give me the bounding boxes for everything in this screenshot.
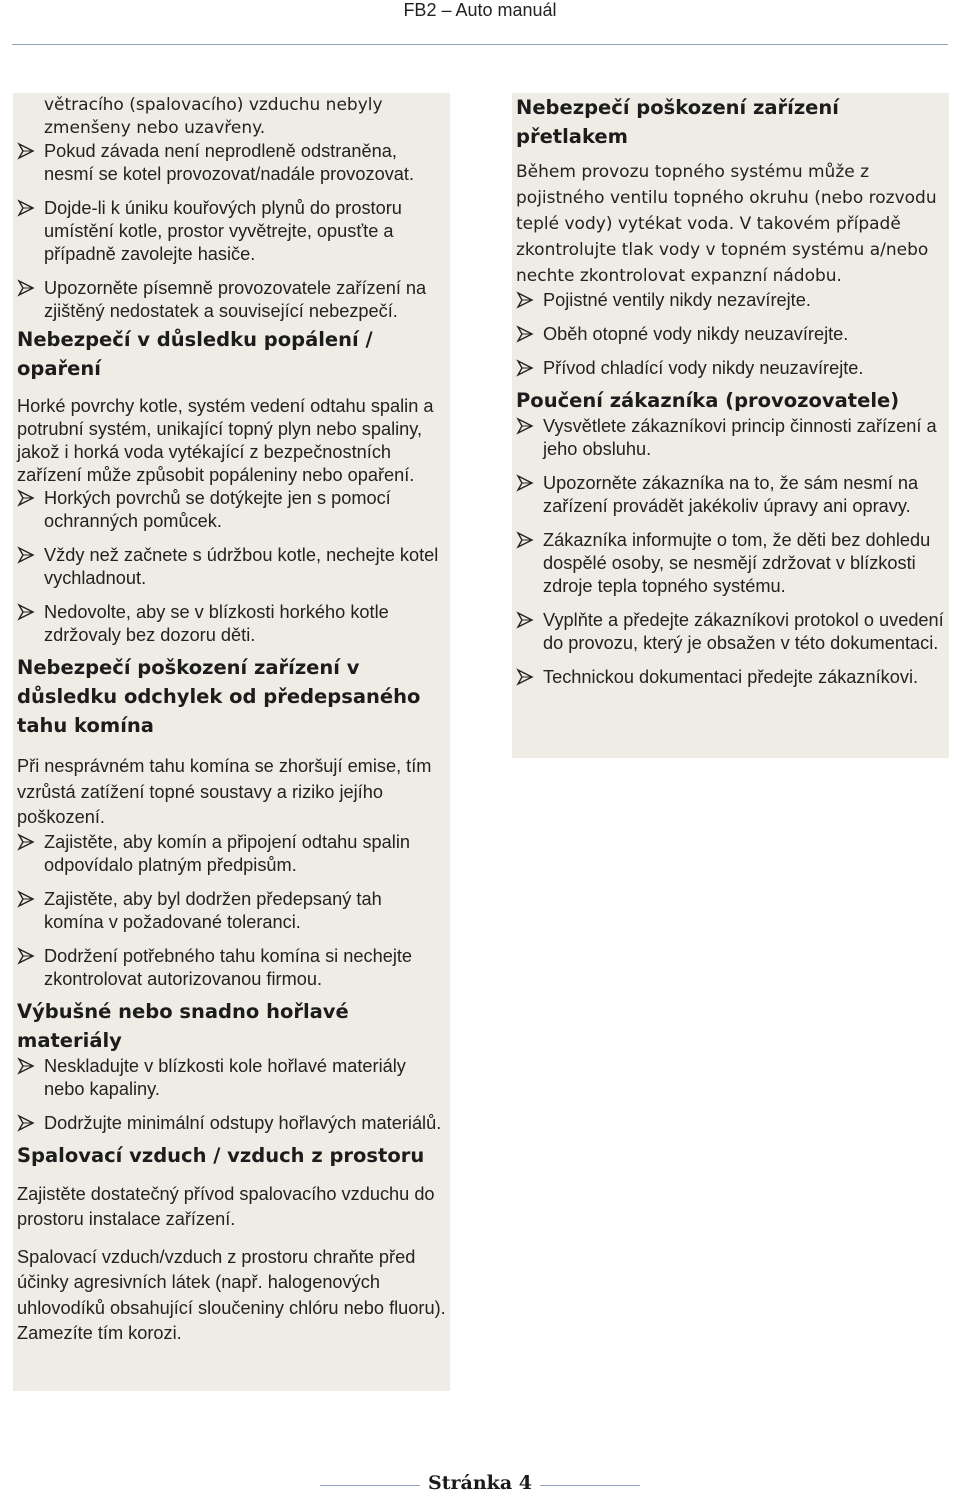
list-item	[17, 888, 446, 934]
list-item-text: Neskladujte v blízkosti kole hořlavé materiály nebo kapaliny.	[44, 1055, 406, 1099]
list-item-text: Zajistěte, aby komín a připojení odtahu spalin odpovídalo platným předpisům.	[44, 831, 410, 875]
arrow-bullet-icon	[516, 324, 534, 344]
arrow-bullet-icon	[17, 832, 35, 852]
list-item	[516, 472, 945, 518]
list-item	[17, 544, 446, 590]
list-item-text: Zajistěte, aby byl dodržen předepsaný tah komína v požadované toleranci.	[44, 888, 382, 932]
list-item	[17, 945, 446, 991]
arrow-bullet-icon	[17, 889, 35, 909]
list-item-text: Dodržujte minimální odstupy hořlavých materiálů.	[44, 1112, 442, 1133]
list-item-text: Dojde-li k úniku kouřových plynů do prostoru umístění kotle, prostor vyvětrejte, opusťte a případně zavolejte hasiče.	[44, 198, 402, 264]
list-item	[516, 609, 945, 655]
list-item	[516, 289, 945, 312]
pressure-bullets	[516, 289, 945, 380]
header-divider	[12, 44, 948, 45]
arrow-bullet-icon	[17, 488, 35, 508]
arrow-bullet-icon	[17, 141, 35, 161]
list-item	[17, 1112, 446, 1135]
list-item	[516, 323, 945, 346]
list-item	[17, 140, 446, 186]
arrow-bullet-icon	[17, 278, 35, 298]
list-item-text: Vysvětlete zákazníkovi princip činnosti zařízení a jeho obsluhu.	[543, 416, 937, 459]
section-title-pressure: Nebezpečí poškození zařízení přetlakem	[516, 96, 839, 148]
list-item-text: Horkých povrchů se dotýkejte jen s pomocí ochranných pomůcek.	[44, 488, 391, 531]
list-item-text: Oběh otopné vody nikdy neuzavírejte.	[543, 324, 849, 344]
arrow-bullet-icon	[516, 667, 534, 687]
list-item	[17, 277, 446, 323]
burns-paragraph: Horké povrchy kotle, systém vedení odtahu spalin a potrubní systém, unikající topný plyn nebo spaliny, jakož i horká voda vytékající z bezpečnostních zařízení může způsobit popáleniny nebo opaření.	[17, 396, 434, 485]
pressure-paragraph: Během provozu topného systému může z pojistného ventilu topného okruhu (nebo rozvodu teplé vody) vytékat voda. V takovém případě zkontrolujte tlak vody v topném systému a/nebo nechte zkontrolovat expanzní nádobu.	[516, 162, 937, 286]
section-title-customer: Poučení zákazníka (provozovatele)	[516, 389, 900, 412]
arrow-bullet-icon	[516, 290, 534, 310]
page-number	[0, 1472, 960, 1494]
section-title-explosive: Výbušné nebo snadno hořlavé materiály	[17, 999, 349, 1052]
intro-bullets	[17, 140, 446, 323]
arrow-bullet-icon	[516, 416, 534, 436]
list-item	[516, 529, 945, 598]
list-item-text: Vždy než začnete s údržbou kotle, nechejte kotel vychladnout.	[44, 545, 439, 588]
arrow-bullet-icon	[516, 358, 534, 378]
draft-paragraph: Při nesprávném tahu komína se zhoršují emise, tím vzrůstá zatížení topné soustavy a riziko jejího poškození.	[17, 756, 432, 827]
right-column	[512, 93, 949, 758]
burns-bullets	[17, 487, 446, 647]
arrow-bullet-icon	[516, 530, 534, 550]
list-item	[17, 601, 446, 647]
arrow-bullet-icon	[17, 602, 35, 622]
section-title-air: Spalovací vzduch / vzduch z prostoru	[17, 1143, 425, 1167]
page-number-text: Stránka 4	[422, 1472, 538, 1494]
list-item	[17, 831, 446, 877]
list-item	[516, 666, 945, 689]
list-item-text: Pojistné ventily nikdy nezavírejte.	[543, 290, 811, 310]
section-title-burns: Nebezpečí v důsledku popálení / opaření	[17, 328, 373, 380]
section-title-draft: Nebezpečí poškození zařízení v důsledku odchylek od předepsaného tahu komína	[17, 656, 421, 737]
arrow-bullet-icon	[17, 1056, 35, 1076]
list-item-text: Pokud závada není neprodleně odstraněna, nesmí se kotel provozovat/nadále provozovat.	[44, 141, 415, 184]
explosive-bullets	[17, 1055, 446, 1135]
list-item-text: Dodržení potřebného tahu komína si nechejte zkontrolovat autorizovanou firmou.	[44, 945, 413, 989]
list-item-text: Vyplňte a předejte zákazníkovi protokol o uvedení do provozu, který je obsažen v této dokumentaci.	[543, 610, 944, 653]
list-item	[17, 1055, 446, 1101]
list-item-text: Upozorněte písemně provozovatele zařízení na zjištěný nedostatek a související nebezpečí.	[44, 278, 427, 321]
arrow-bullet-icon	[17, 545, 35, 565]
customer-bullets	[516, 415, 945, 689]
arrow-bullet-icon	[17, 198, 35, 218]
draft-bullets	[17, 831, 446, 991]
list-item	[17, 487, 446, 533]
left-column	[13, 93, 450, 1391]
arrow-bullet-icon	[17, 946, 35, 966]
arrow-bullet-icon	[516, 610, 534, 630]
arrow-bullet-icon	[516, 473, 534, 493]
page-header: FB2 – Auto manuál	[403, 0, 557, 20]
list-item	[516, 415, 945, 461]
air-paragraph-1: Zajistěte dostatečný přívod spalovacího vzduchu do prostoru instalace zařízení.	[17, 1183, 435, 1229]
list-item	[516, 357, 945, 380]
list-item-text: Technickou dokumentaci předejte zákazníkovi.	[543, 667, 919, 687]
intro-continuation: větracího (spalovacího) vzduchu nebyly zmenšeny nebo uzavřeny.	[44, 95, 383, 138]
list-item	[17, 197, 446, 266]
list-item-text: Přívod chladící vody nikdy neuzavírejte.	[543, 358, 864, 378]
list-item-text: Zákazníka informujte o tom, že děti bez dohledu dospělé osoby, se nesmějí zdržovat v blízkosti zdroje tepla topného systému.	[543, 530, 931, 596]
arrow-bullet-icon	[17, 1113, 35, 1133]
list-item-text: Upozorněte zákazníka na to, že sám nesmí na zařízení provádět jakékoliv úpravy ani opravy.	[543, 473, 919, 516]
air-paragraph-2: Spalovací vzduch/vzduch z prostoru chraňte před účinky agresivních látek (např. halogenových uhlovodíků obsahující sloučeniny chlóru nebo fluoru). Zamezíte tím korozi.	[17, 1246, 446, 1343]
list-item-text: Nedovolte, aby se v blízkosti horkého kotle zdržovaly bez dozoru děti.	[44, 602, 389, 645]
